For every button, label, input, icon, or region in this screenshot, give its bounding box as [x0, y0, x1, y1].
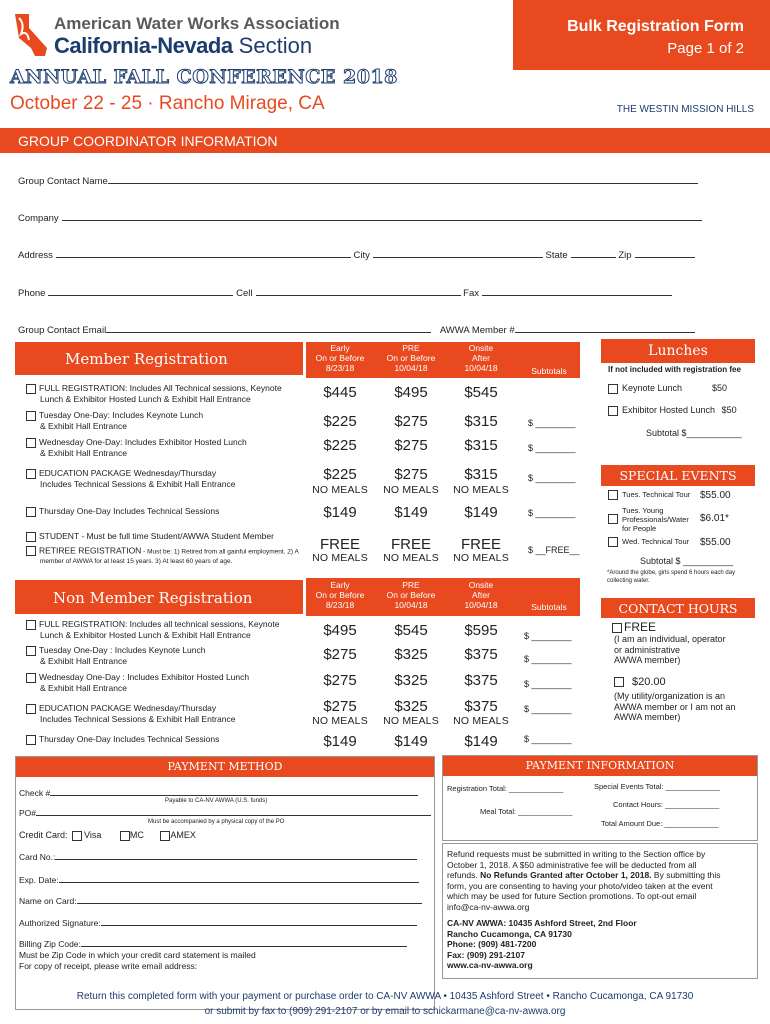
desc-line: or administrative — [614, 644, 681, 655]
price-cell: $595 — [464, 622, 498, 639]
col-onsite-l3: 10/04/18 — [464, 363, 498, 373]
org-name-bold: California-Nevada — [54, 33, 233, 58]
nonmember-col-onsite — [446, 580, 516, 610]
member-retiree-checkbox[interactable] — [26, 546, 36, 556]
meal-note: NO MEALS — [312, 715, 368, 727]
contact-hours-paid — [614, 676, 666, 688]
row-label: & Exhibit Hall Entrance — [40, 421, 127, 431]
row-label: Tuesday One-Day : Includes Keynote Lunch — [39, 645, 206, 655]
row-label: Wednesday One-Day : Includes Exhibitor Hosted Lunch — [39, 672, 250, 682]
row-label: RETIREE REGISTRATION — [39, 545, 142, 556]
phone-input[interactable] — [48, 295, 233, 296]
desc-line: (I am an individual, operator — [614, 634, 726, 644]
nonmember-col-header — [306, 578, 580, 616]
city-input[interactable] — [373, 257, 543, 258]
exp-input[interactable] — [59, 882, 419, 883]
member-row-thursday — [26, 506, 219, 517]
nonmember-full-checkbox[interactable] — [26, 620, 36, 630]
price-cell: $495 — [323, 622, 357, 639]
col-early-l2: On or Before — [315, 590, 365, 600]
member-row-tuesday — [26, 410, 203, 432]
phone-row — [18, 288, 672, 299]
special-title-box — [601, 465, 755, 486]
contact-address — [447, 918, 637, 971]
auth-input[interactable] — [101, 925, 417, 926]
lunch-label: Keynote Lunch — [622, 383, 683, 393]
row-label: Wednesday One-Day: Includes Exhibitor Hosted Lunch — [39, 437, 247, 447]
fax-input[interactable] — [482, 295, 672, 296]
desc-line: (My utility/organization is an — [614, 691, 726, 701]
website-link[interactable]: www.ca-nv-awwa.org — [447, 960, 533, 970]
lunches-note: If not included with registration fee — [608, 365, 741, 374]
contact-name-row — [18, 176, 698, 187]
row-label: Lunch & Exhibitor Hosted Lunch & Exhibit Hall Entrance — [40, 630, 251, 640]
refund-policy — [447, 849, 721, 912]
price-cell: $315 — [464, 437, 498, 454]
member-tuesday-checkbox[interactable] — [26, 411, 36, 421]
optout-email-link[interactable]: info@ca-nv-awwa.org — [447, 901, 530, 912]
member-full-checkbox[interactable] — [26, 384, 36, 394]
meal-note: NO MEALS — [312, 484, 368, 496]
nonmember-col-early — [306, 580, 374, 610]
company-input[interactable] — [62, 220, 702, 221]
coordinator-header — [0, 128, 770, 153]
price-cell: $315 — [464, 413, 498, 430]
po-note: Must be accompanied by a physical copy of the PO — [148, 819, 285, 825]
nonmember-subtotal[interactable]: $ ________ — [524, 679, 572, 689]
price-cell: $275 — [323, 698, 357, 715]
member-col-subtotals: Subtotals — [531, 366, 567, 376]
row-label: Lunch & Exhibitor Hosted Lunch & Exhibit Hall Entrance — [40, 394, 251, 404]
price-cell: $275 — [323, 646, 357, 663]
visa-label: Visa — [84, 830, 102, 840]
lunch-price: $50 — [721, 405, 737, 415]
nonmember-col-pre — [376, 580, 446, 610]
member-row-full — [26, 383, 282, 405]
row-label: & Exhibit Hall Entrance — [40, 448, 127, 458]
price-cell: $445 — [323, 384, 357, 401]
price-cell: $325 — [394, 672, 428, 689]
price-cell: $325 — [394, 646, 428, 663]
card-no-row — [19, 852, 417, 862]
org-name-rest: Section — [232, 33, 313, 58]
member-subtotal[interactable]: $ ________ — [528, 473, 576, 483]
mc-label: MC — [129, 830, 144, 840]
payment-method-title: PAYMENT METHOD — [167, 760, 283, 773]
special-label: Tues. Technical Tour — [622, 490, 691, 499]
refund-line: form, you are consenting to having your photo/video taken at the event — [447, 880, 713, 891]
billing-zip-input[interactable] — [81, 946, 407, 947]
address-input[interactable] — [56, 257, 351, 258]
address-row — [18, 250, 695, 261]
lunch-label: Exhibitor Hosted Lunch — [622, 405, 716, 415]
nonmember-tuesday-checkbox[interactable] — [26, 646, 36, 656]
nonmember-thursday-checkbox[interactable] — [26, 735, 36, 745]
refund-line: Refund requests must be submitted in writing to the Section office by — [447, 849, 706, 859]
lunch-item-exhibitor — [608, 405, 737, 416]
special-young-pros-checkbox[interactable] — [608, 514, 618, 524]
contact-name-label: Group Contact Name — [18, 176, 108, 187]
total-amount-due[interactable]: Total Amount Due: _____________ — [601, 819, 719, 828]
price-cell: $375 — [464, 672, 498, 689]
contact-paid-label: $20.00 — [632, 676, 666, 688]
cell-input[interactable] — [256, 295, 461, 296]
contact-hours-total[interactable]: Contact Hours: _____________ — [613, 800, 720, 809]
state-input[interactable] — [571, 257, 616, 258]
lunch-item-keynote — [608, 383, 728, 394]
col-onsite-l3: 10/04/18 — [464, 600, 498, 610]
meal-note: NO MEALS — [453, 484, 509, 496]
refund-text: refunds. — [447, 870, 481, 880]
check-label: Check # — [19, 788, 51, 798]
nonmember-row-wednesday — [26, 672, 249, 694]
nonmember-subtotal[interactable]: $ ________ — [524, 631, 572, 641]
row-label: Includes Technical Sessions & Exhibit Hall Entrance — [40, 479, 236, 489]
contact-free-label: FREE — [624, 620, 657, 634]
meal-note: NO MEALS — [383, 484, 439, 496]
footnote-line: *Around the globe, girls spend 6 hours each day — [607, 570, 736, 576]
price-cell: FREE — [390, 536, 431, 553]
row-label-note: member of AWWA for at least 15 years. 3) At least 60 years of age. — [40, 558, 233, 566]
contact-hours-free — [612, 620, 656, 634]
price-cell: $149 — [394, 504, 428, 521]
refund-text: By submitting this — [651, 870, 721, 880]
lunch-price: $50 — [712, 383, 728, 393]
state-label: State — [545, 250, 568, 261]
fax-label: Fax — [463, 288, 479, 299]
awwa-member-input[interactable] — [515, 332, 695, 333]
nonmember-row-tuesday — [26, 645, 205, 667]
nonmember-education-checkbox[interactable] — [26, 704, 36, 714]
desc-line: AWWA member) — [614, 712, 681, 722]
california-shape-icon — [13, 12, 49, 58]
col-pre-l3: 10/04/18 — [394, 600, 428, 610]
special-item-young-pros — [608, 506, 729, 533]
special-title: SPECIAL EVENTS — [619, 468, 737, 483]
price-cell: $149 — [323, 733, 357, 750]
meal-note: NO MEALS — [453, 552, 509, 564]
name-card-label: Name on Card: — [19, 896, 77, 906]
payment-info-header — [443, 756, 757, 776]
form-title: Bulk Registration Form — [567, 18, 744, 35]
registration-total[interactable]: Registration Total: _____________ — [447, 784, 564, 793]
row-label: EDUCATION PACKAGE Wednesday/Thursday — [39, 703, 217, 713]
po-row — [19, 808, 431, 818]
price-cell: $225 — [323, 437, 357, 454]
special-label: Tues. Young — [622, 506, 664, 515]
price-cell: $149 — [464, 504, 498, 521]
exp-row — [19, 875, 419, 885]
zip-label: Zip — [618, 250, 632, 261]
col-pre-l3: 10/04/18 — [394, 363, 428, 373]
col-early-l1: Early — [330, 580, 350, 590]
zip-row — [19, 939, 407, 949]
col-early-l3: 8/23/18 — [325, 363, 355, 373]
cell-label: Cell — [236, 288, 253, 299]
amex-checkbox[interactable] — [160, 831, 170, 841]
po-input[interactable] — [36, 815, 431, 816]
price-cell: $149 — [394, 733, 428, 750]
exp-label: Exp. Date: — [19, 875, 59, 885]
contact-paid-desc — [614, 691, 735, 723]
address-line: Rancho Cucamonga, CA 91730 — [447, 928, 572, 939]
contact-paid-checkbox[interactable] — [614, 677, 624, 687]
form-page: Page 1 of 2 — [667, 40, 744, 57]
price-cell: $495 — [394, 384, 428, 401]
price-cell: $315 — [464, 466, 498, 483]
footer-line1: Return this completed form with your payment or purchase order to CA-NV AWWA • 10435 Ashford Street • Rancho Cucamonga, CA 91730 — [76, 991, 694, 1002]
receipt-note: For copy of receipt, please write email address: — [19, 961, 198, 971]
amex-label: AMEX — [170, 830, 196, 840]
col-pre-l2: On or Before — [386, 590, 436, 600]
address-label: Address — [18, 250, 53, 261]
price-cell: $275 — [323, 672, 357, 689]
auth-label: Authorized Signature: — [19, 918, 101, 928]
meal-total[interactable]: Meal Total: _____________ — [480, 807, 573, 816]
form-title-box — [513, 0, 770, 70]
credit-card-row — [19, 830, 196, 841]
price-cell: $149 — [323, 504, 357, 521]
address-line: Fax: (909) 291-2107 — [447, 949, 525, 960]
special-label: for People — [622, 524, 657, 533]
visa-checkbox[interactable] — [72, 831, 82, 841]
email-label: Group Contact Email — [18, 325, 107, 336]
special-tues-tour-checkbox[interactable] — [608, 490, 618, 500]
payment-info-box — [442, 755, 758, 841]
member-education-checkbox[interactable] — [26, 469, 36, 479]
org-line1: American Water Works Association — [54, 14, 340, 33]
payable-note: Payable to CA-NV AWWA (U.S. funds) — [165, 798, 268, 804]
footer-line2: or submit by fax to (909) 291-2107 or by email to schickarmane@ca-nv-awwa.org — [204, 1006, 566, 1017]
member-row-education — [26, 468, 235, 490]
payment-info-title: PAYMENT INFORMATION — [525, 759, 675, 772]
member-title: Member Registration — [65, 350, 228, 368]
billing-zip-label: Billing Zip Code: — [19, 939, 81, 949]
org-line2 — [54, 33, 312, 59]
price-cell: $149 — [464, 733, 498, 750]
row-label: FULL REGISTRATION: Includes all technical sessions, Keynote — [39, 619, 280, 629]
member-row-wednesday — [26, 437, 247, 459]
coordinator-title: GROUP COORDINATOR INFORMATION — [18, 133, 278, 149]
col-onsite-l2: After — [472, 590, 490, 600]
col-early-l2: On or Before — [315, 353, 365, 363]
row-label: & Exhibit Hall Entrance — [40, 656, 127, 666]
special-item-tues-tour — [608, 490, 731, 501]
row-label: Includes Technical Sessions & Exhibit Hall Entrance — [40, 714, 236, 724]
col-early-l3: 8/23/18 — [325, 600, 355, 610]
row-label: FULL REGISTRATION: Includes All Technical sessions, Keynote — [39, 383, 282, 393]
col-pre-l1: PRE — [402, 343, 420, 353]
venue: THE WESTIN MISSION HILLS — [616, 104, 754, 115]
auth-row — [19, 918, 417, 928]
member-col-pre — [376, 343, 446, 373]
card-no-label: Card No.: — [19, 852, 56, 862]
lunches-subtotal[interactable]: Subtotal $___________ — [646, 428, 742, 438]
col-pre-l1: PRE — [402, 580, 420, 590]
price-cell: $225 — [323, 466, 357, 483]
po-label: PO# — [19, 808, 37, 818]
special-price: $55.00 — [700, 490, 731, 501]
payment-method-header — [16, 757, 434, 777]
company-label: Company — [18, 213, 59, 224]
member-student-checkbox[interactable] — [26, 532, 36, 542]
lunch-keynote-checkbox[interactable] — [608, 384, 618, 394]
refund-line: October 1, 2018. A $50 administrative fee will be deducted from all — [447, 859, 697, 870]
row-label: Thursday One-Day Includes Technical Sessions — [39, 734, 220, 744]
contact-hours-title-box — [601, 598, 755, 618]
zip-input[interactable] — [635, 257, 695, 258]
price-cell: $545 — [394, 622, 428, 639]
lunch-exhibitor-checkbox[interactable] — [608, 406, 618, 416]
meal-note: NO MEALS — [312, 552, 368, 564]
row-label-note: - Must be: 1) Retired from all gainful employment. 2) A — [141, 548, 299, 556]
price-cell: $275 — [394, 437, 428, 454]
price-cell: $375 — [464, 698, 498, 715]
name-card-input[interactable] — [77, 903, 422, 904]
lunches-title: Lunches — [648, 343, 708, 359]
company-row — [18, 213, 702, 224]
address-line: CA-NV AWWA: 10435 Ashford Street, 2nd Floor — [447, 918, 637, 928]
member-thursday-checkbox[interactable] — [26, 507, 36, 517]
nonmember-subtotal[interactable]: $ ________ — [524, 654, 572, 664]
member-wednesday-checkbox[interactable] — [26, 438, 36, 448]
row-label: EDUCATION PACKAGE Wednesday/Thursday — [39, 468, 217, 478]
desc-line: AWWA member) — [614, 655, 681, 665]
price-cell: $375 — [464, 646, 498, 663]
name-card-row — [19, 896, 422, 906]
phone-label: Phone — [18, 288, 46, 299]
special-item-wed-tour — [608, 537, 731, 548]
lunches-title-box — [601, 339, 755, 363]
member-col-header — [306, 342, 580, 378]
col-pre-l2: On or Before — [386, 353, 436, 363]
row-label: Tuesday One-Day: Includes Keynote Lunch — [39, 410, 204, 420]
price-cell: FREE — [319, 536, 360, 553]
member-row-retiree — [26, 546, 299, 566]
price-cell: FREE — [460, 536, 501, 553]
nonmember-subtotal[interactable]: $ ________ — [524, 734, 572, 744]
price-cell: $545 — [464, 384, 498, 401]
price-cell: $275 — [394, 413, 428, 430]
member-col-early — [306, 343, 374, 373]
member-subtotal-free: $ __FREE__ — [528, 545, 580, 555]
member-row-student — [26, 531, 274, 542]
col-onsite-l1: Onsite — [468, 580, 494, 590]
meal-note: NO MEALS — [453, 715, 509, 727]
col-onsite-l2: After — [472, 353, 490, 363]
email-row — [18, 325, 695, 336]
contact-free-checkbox[interactable] — [612, 623, 622, 633]
footnote-line: collecting water. — [607, 578, 650, 584]
refund-line: which may be used for future Section promotions. To opt-out email — [447, 891, 697, 901]
row-label: STUDENT - Must be full time Student/AWWA Student Member — [39, 531, 274, 541]
row-label: Thursday One-Day Includes Technical Sessions — [39, 506, 220, 516]
contact-free-desc — [614, 634, 726, 666]
address-line: Phone: (909) 481-7200 — [447, 939, 537, 949]
nonmember-row-education — [26, 703, 235, 725]
nonmember-subtotal[interactable]: $ ________ — [524, 704, 572, 714]
special-price: $6.01* — [700, 513, 729, 524]
nonmember-col-subtotals: Subtotals — [531, 602, 567, 612]
conference-date: October 22 - 25 · Rancho Mirage, CA — [10, 93, 325, 114]
special-wed-tour-checkbox[interactable] — [608, 537, 618, 547]
member-title-box — [15, 342, 303, 375]
price-cell: $225 — [323, 413, 357, 430]
check-input[interactable] — [50, 795, 418, 796]
nonmember-row-full — [26, 619, 279, 641]
city-label: City — [353, 250, 370, 261]
mc-checkbox[interactable] — [120, 831, 130, 841]
awwa-member-label: AWWA Member # — [439, 325, 515, 336]
special-label: Wed. Technical Tour — [622, 537, 690, 546]
col-onsite-l1: Onsite — [468, 343, 494, 353]
special-label: Professionals/Water — [622, 515, 689, 524]
nonmember-title-box — [15, 580, 303, 614]
contact-hours-title: CONTACT HOURS — [618, 601, 738, 616]
nonmember-title: Non Member Registration — [53, 589, 253, 607]
check-row — [19, 788, 418, 798]
col-early-l1: Early — [330, 343, 350, 353]
refund-line — [447, 870, 721, 881]
row-label: & Exhibit Hall Entrance — [40, 683, 127, 693]
email-input[interactable] — [106, 332, 431, 333]
member-subtotal[interactable]: $ ________ — [528, 443, 576, 453]
desc-line: AWWA member or I am not an — [614, 701, 736, 712]
card-no-input[interactable] — [55, 859, 417, 860]
awwa-logo — [13, 12, 49, 58]
meal-note: NO MEALS — [383, 552, 439, 564]
member-subtotal[interactable]: $ ________ — [528, 508, 576, 518]
special-subtotal[interactable]: Subtotal $ __________ — [640, 556, 734, 566]
nonmember-wednesday-checkbox[interactable] — [26, 673, 36, 683]
member-col-onsite — [446, 343, 516, 373]
member-subtotal[interactable]: $ ________ — [528, 418, 576, 428]
price-cell: $325 — [394, 698, 428, 715]
conference-title: ANNUAL FALL CONFERENCE 2018 — [10, 66, 398, 88]
price-cell: $275 — [394, 466, 428, 483]
nonmember-row-thursday — [26, 734, 219, 745]
special-footnote — [607, 569, 735, 585]
meal-note: NO MEALS — [383, 715, 439, 727]
credit-label: Credit Card: — [19, 830, 68, 840]
special-price: $55.00 — [700, 537, 731, 548]
refund-deadline: No Refunds Granted after October 1, 2018. — [480, 870, 652, 880]
special-events-total[interactable]: Special Events Total: _____________ — [594, 782, 720, 791]
contact-name-input[interactable] — [108, 183, 698, 184]
zip-note: Must be Zip Code in which your credit card statement is mailed — [19, 950, 256, 960]
